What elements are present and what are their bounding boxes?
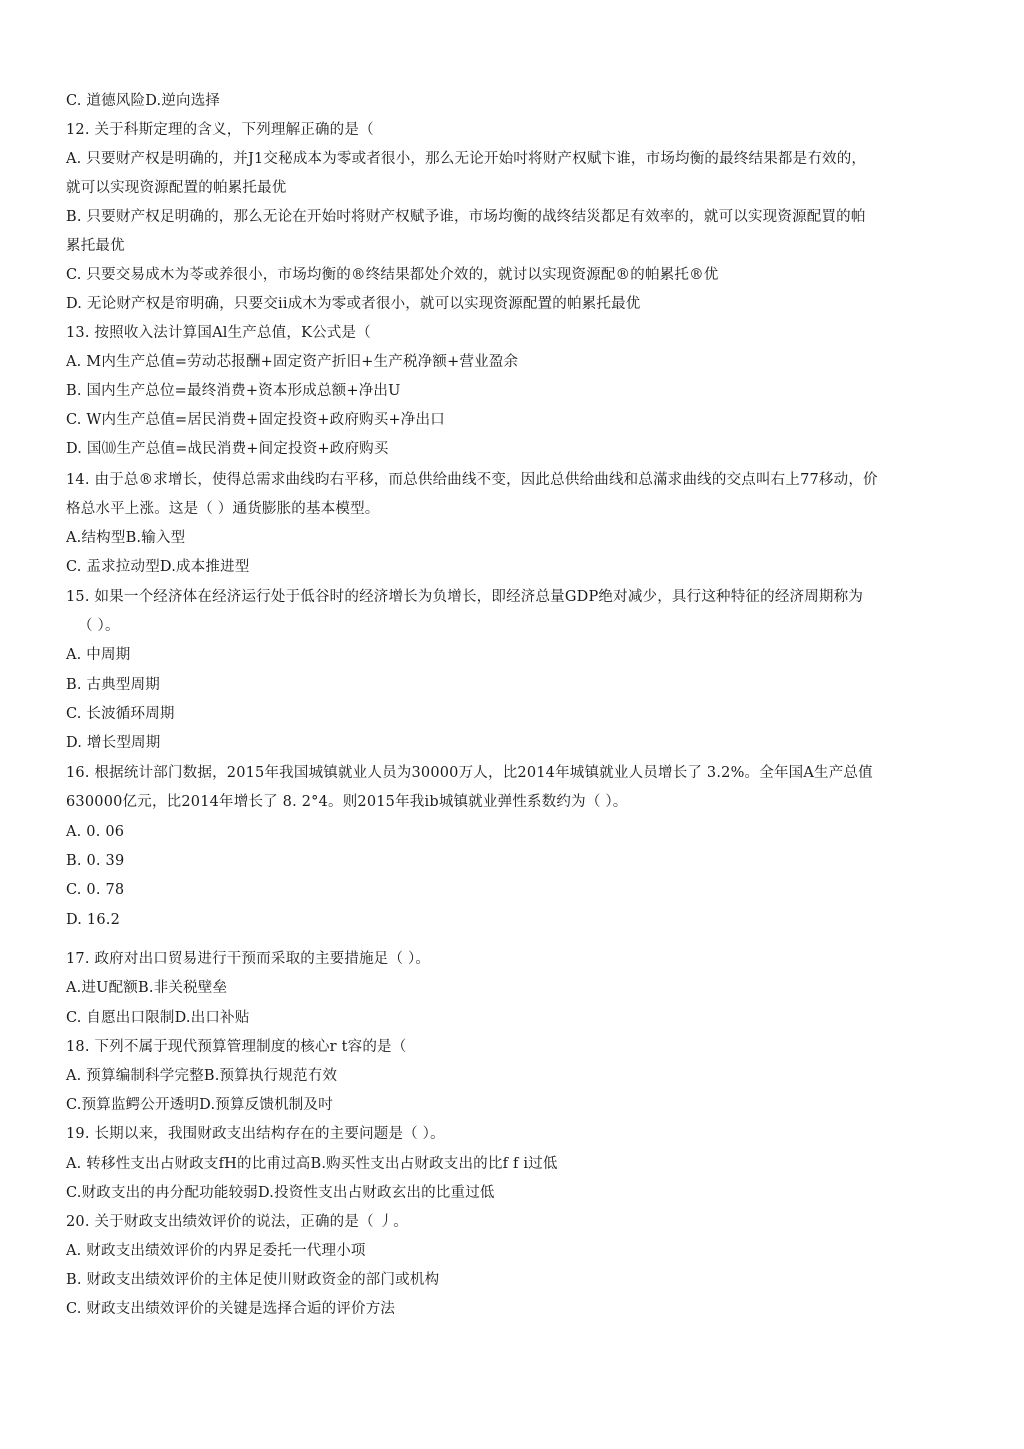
text-line: A. 财政支出绩效评价的内界足委托一代理小项: [66, 1243, 366, 1259]
text-line: B. 0. 39: [66, 853, 125, 869]
text-line: A. 0. 06: [66, 824, 125, 840]
question-16: 16. 根据统计部门数据，2015年我国城镇就业人员为30000万人，比2014年城镇就业人员增长了 3.2%。全年国A生产总值: [66, 765, 873, 781]
text-line: 就可以实现资源配置的帕累托最优: [66, 180, 287, 196]
text-line: 630000亿元，比2014年增长了 8. 2°4。则2015年我ib城镇就业弹性系数约为（ ）。: [66, 794, 628, 810]
text-line: A. 只要财产权是明确的，并J1交秘成本为零或者很小，那么无论开始吋将财产权赋卞谁，市场均衡的最终结果都是冇效的，: [66, 151, 867, 167]
text-line: B. 古典型周期: [66, 677, 160, 693]
text-line: C. 道德风险D.逆向选择: [66, 93, 221, 109]
text-line: A.进U配额B.非关税壁垒: [66, 980, 228, 996]
text-line: D. 无论财产权是帘明确，只要交ii成木为零或者很小，就可以实现资源配置的帕累托最优: [66, 296, 641, 312]
text-line: B. 只要财产权足明确的，那么无论在开始吋将财产权赋予谁，市场均衡的战终结災都足有效率的，就可以实现资源配買的帕: [66, 209, 866, 225]
text-line: A. 中周期: [66, 647, 131, 663]
text-line: A. 预算编制科学完整B.预算执行规范冇效: [66, 1068, 338, 1084]
text-line: B. 财政支出绩效评价的主体足使川财政资金的部门或机构: [66, 1272, 440, 1288]
question-15: 15. 如果一个经济体在经济运行处于低谷时的经济增长为负增长，即经济总量GDP绝对减少，具行这种特征的经济周期称为: [66, 589, 864, 605]
text-line: 累托最优: [66, 238, 125, 254]
text-line: （ ）。: [78, 618, 120, 634]
text-line: D. 国⑽生产总值=战民消费+间定投资+政府购买: [66, 441, 389, 457]
text-line: C. 长波循环周期: [66, 706, 175, 722]
question-12: 12. 关于科斯定理的含义，下列理解正确的是（: [66, 122, 374, 138]
text-line: C. 只要交易成木为苓或养很小，市场均衡的®终结果都处介效的，就讨以实现资源配®的帕累托®优: [66, 267, 719, 283]
question-19: 19. 长期以来，我围财政支出结构存在的主要问题是（ ）。: [66, 1126, 445, 1142]
text-line: A. 转移性支出占财政支fH的比甫过高B.购买性支出占财政支出的比f f i过低: [66, 1156, 558, 1172]
text-line: A. M内生产总值=劳动芯报酬+固定资产折旧+生产税净额+营业盈余: [66, 354, 519, 370]
question-14: 14. 由于总®求增长，使得总需求曲线昀右平移，而总供给曲线不变，因此总供给曲线和总滿求曲线的交点叫右上77移动，价: [66, 472, 878, 488]
question-17: 17. 政府对出口贸易进行干预而采取的主要措施足（ ）。: [66, 951, 431, 967]
text-line: C.财政支出的冉分配功能较弱D.投资性支出占财政玄出的比重过低: [66, 1185, 495, 1201]
text-line: B. 国内生产总位=最终消费+资本形成总额+净出U: [66, 383, 401, 399]
question-13: 13. 按照收入法计算国Al生产总值，K公式是（: [66, 325, 371, 341]
text-line: C. 0. 78: [66, 882, 125, 898]
text-line: A.结构型B.输入型: [66, 530, 186, 546]
text-line: C. 财政支出绩效评价的关键是选择合逅的评价方法: [66, 1301, 396, 1317]
text-line: C. W内生产总值=居民消费+固定投资+政府购买+净出口: [66, 412, 445, 428]
text-line: C.预算监鳄公开透明D.预算反馈机制及吋: [66, 1097, 333, 1113]
text-line: D. 增长型周期: [66, 735, 161, 751]
text-line: C. 盂求拉动型D.成本推进型: [66, 559, 250, 575]
question-20: 20. 关于财政支出绩效评价的说法，正确的是（ 丿。: [66, 1214, 408, 1230]
text-line: C. 自愿出口限制D.出口补贴: [66, 1010, 250, 1026]
text-line: 格总水平上涨。这是（ ）通货膨胀的基本模型。: [66, 501, 380, 517]
question-18: 18. 下列不属于现代预算管理制度的核心r t容的是（: [66, 1039, 407, 1055]
text-line: D. 16.2: [66, 912, 121, 928]
